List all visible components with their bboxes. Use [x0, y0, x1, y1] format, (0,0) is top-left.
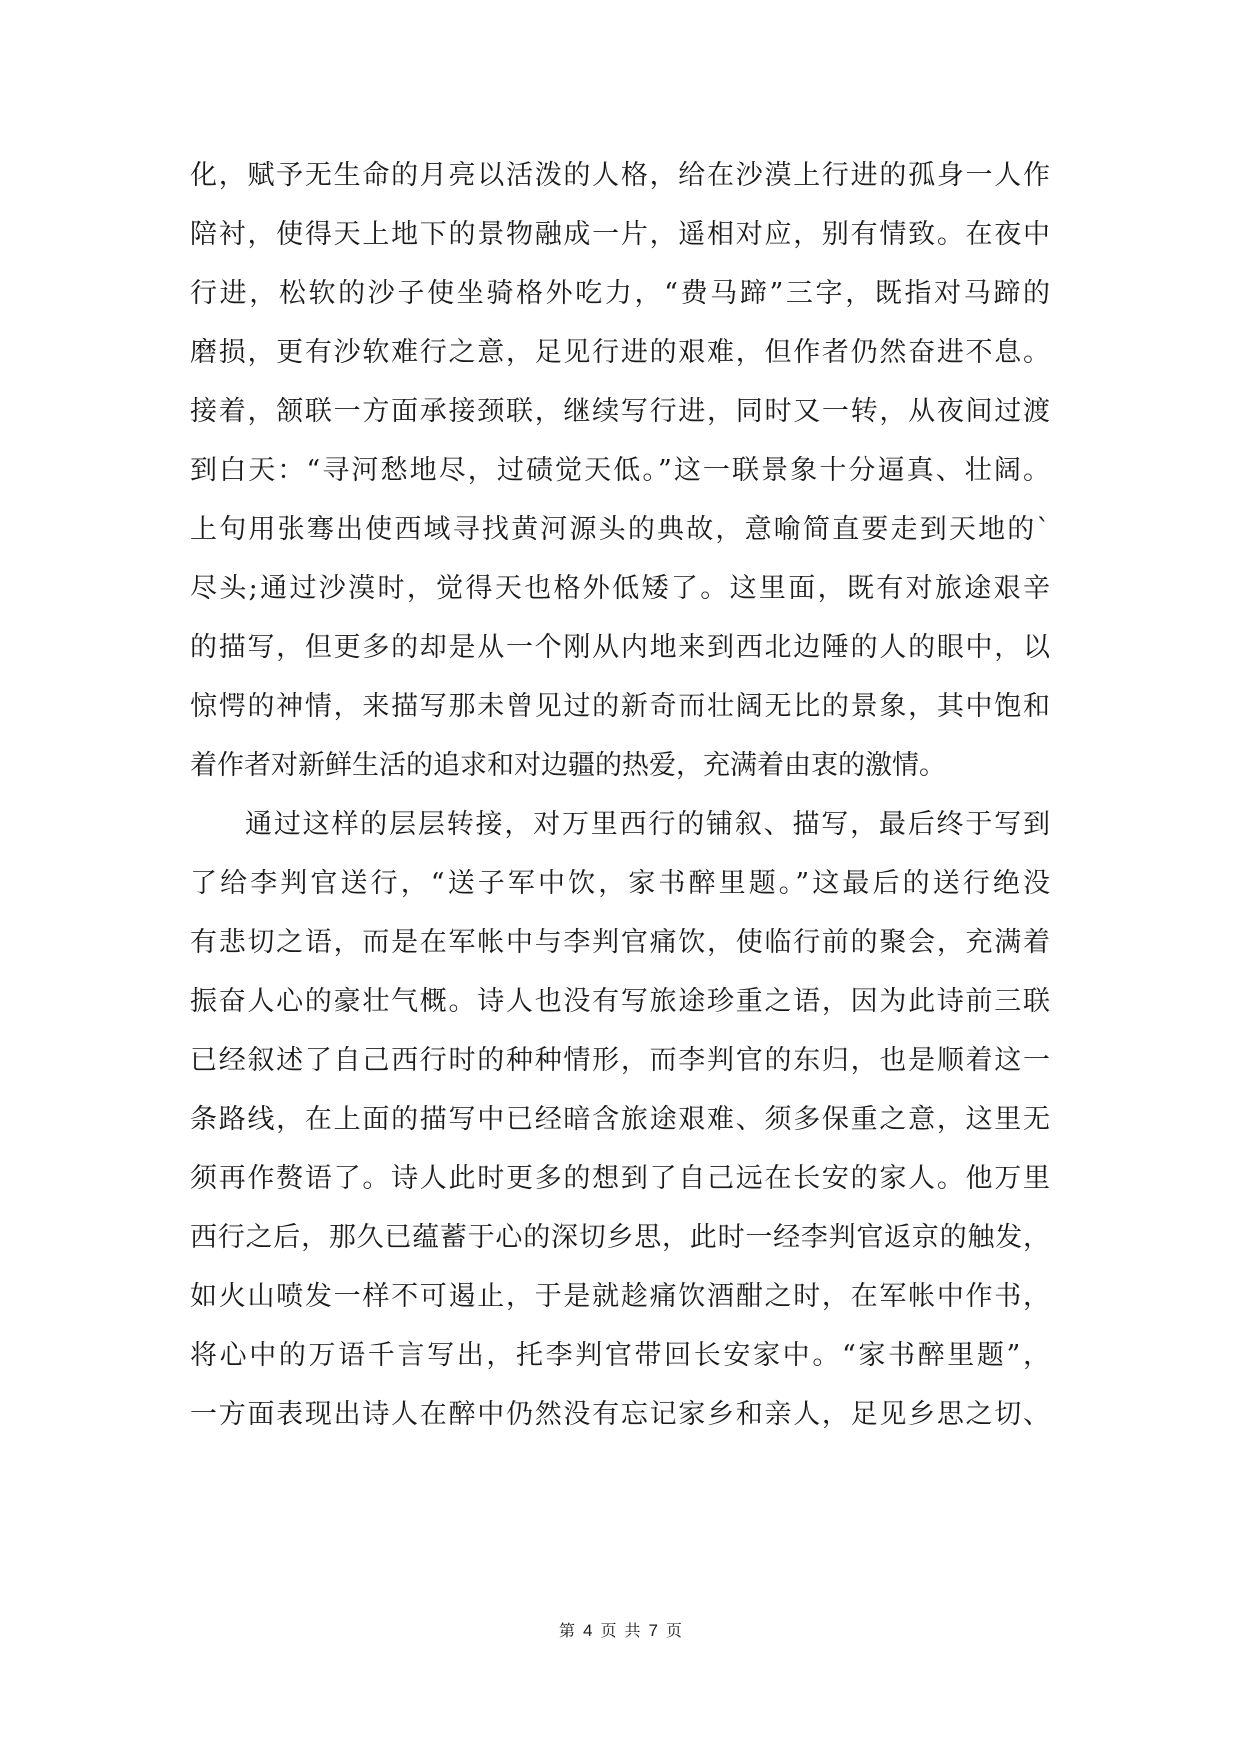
- body-text: [190, 158, 1050, 1456]
- text-line: 化，赋予无生命的月亮以活泼的人格，给在沙漠上行进的孤身一人作: [190, 160, 1050, 191]
- text-line: 将心中的万语千言写出，托李判官带回长安家中。“家书醉里题”，: [190, 1340, 1050, 1371]
- text-line: 有悲切之语，而是在军帐中与李判官痛饮，使临行前的聚会，充满着: [190, 927, 1050, 958]
- footer-prefix: 第: [559, 1621, 576, 1640]
- text-line: 通过这样的层层转接，对万里西行的铺叙、描写，最后终于写到: [245, 809, 1050, 840]
- text-line: 须再作赘语了。诗人此时更多的想到了自己远在长安的家人。他万里: [190, 1163, 1050, 1194]
- text-line: 到白天：“寻河愁地尽，过碛觉天低。”这一联景象十分逼真、壮阔。: [190, 455, 1050, 486]
- text-line: 磨损，更有沙软难行之意，足见行进的艰难，但作者仍然奋进不息。: [190, 337, 1050, 368]
- text-line: 振奋人心的豪壮气概。诗人也没有写旅途珍重之语，因为此诗前三联: [190, 986, 1050, 1017]
- footer-suffix: 页: [665, 1621, 682, 1640]
- text-line: 了给李判官送行，“送子军中饮，家书醉里题。”这最后的送行绝没: [190, 868, 1050, 899]
- text-line: 条路线，在上面的描写中已经暗含旅途艰难、须多保重之意，这里无: [190, 1104, 1050, 1135]
- text-line: 已经叙述了自己西行时的种种情形，而李判官的东归，也是顺着这一: [190, 1045, 1050, 1076]
- paragraph-2: [190, 807, 1050, 1456]
- text-line: 如火山喷发一样不可遏止，于是就趁痛饮酒酣之时，在军帐中作书，: [190, 1281, 1050, 1312]
- text-line: 西行之后，那久已蕴蓄于心的深切乡思，此时一经李判官返京的触发，: [190, 1222, 1050, 1253]
- total-pages-number: 7: [648, 1621, 658, 1640]
- current-page-number: 4: [583, 1621, 593, 1640]
- text-line: 的描写，但更多的却是从一个刚从内地来到西北边陲的人的眼中，以: [190, 632, 1050, 663]
- text-line: 上句用张骞出使西域寻找黄河源头的典故，意喻简直要走到天地的`: [190, 514, 1050, 545]
- footer-page-word: 页: [600, 1621, 617, 1640]
- text-line: 接着，颔联一方面承接颈联，继续写行进，同时又一转，从夜间过渡: [190, 396, 1050, 427]
- text-line: 尽头;通过沙漠时，觉得天也格外低矮了。这里面，既有对旅途艰辛: [190, 573, 1050, 604]
- text-line: 一方面表现出诗人在醉中仍然没有忘记家乡和亲人，足见乡思之切、: [190, 1399, 1050, 1430]
- paragraph-1: [190, 158, 1050, 807]
- page-footer: [0, 1620, 1241, 1642]
- footer-total-word: 共: [624, 1621, 641, 1640]
- text-line: 惊愕的神情，来描写那未曾见过的新奇而壮阔无比的景象，其中饱和: [190, 691, 1050, 722]
- text-line: 着作者对新鲜生活的追求和对边疆的热爱，充满着由衷的激情。: [190, 750, 946, 781]
- text-line: 陪衬，使得天上地下的景物融成一片，遥相对应，别有情致。在夜中: [190, 219, 1050, 250]
- text-line: 行进，松软的沙子使坐骑格外吃力，“费马蹄”三字，既指对马蹄的: [190, 278, 1050, 309]
